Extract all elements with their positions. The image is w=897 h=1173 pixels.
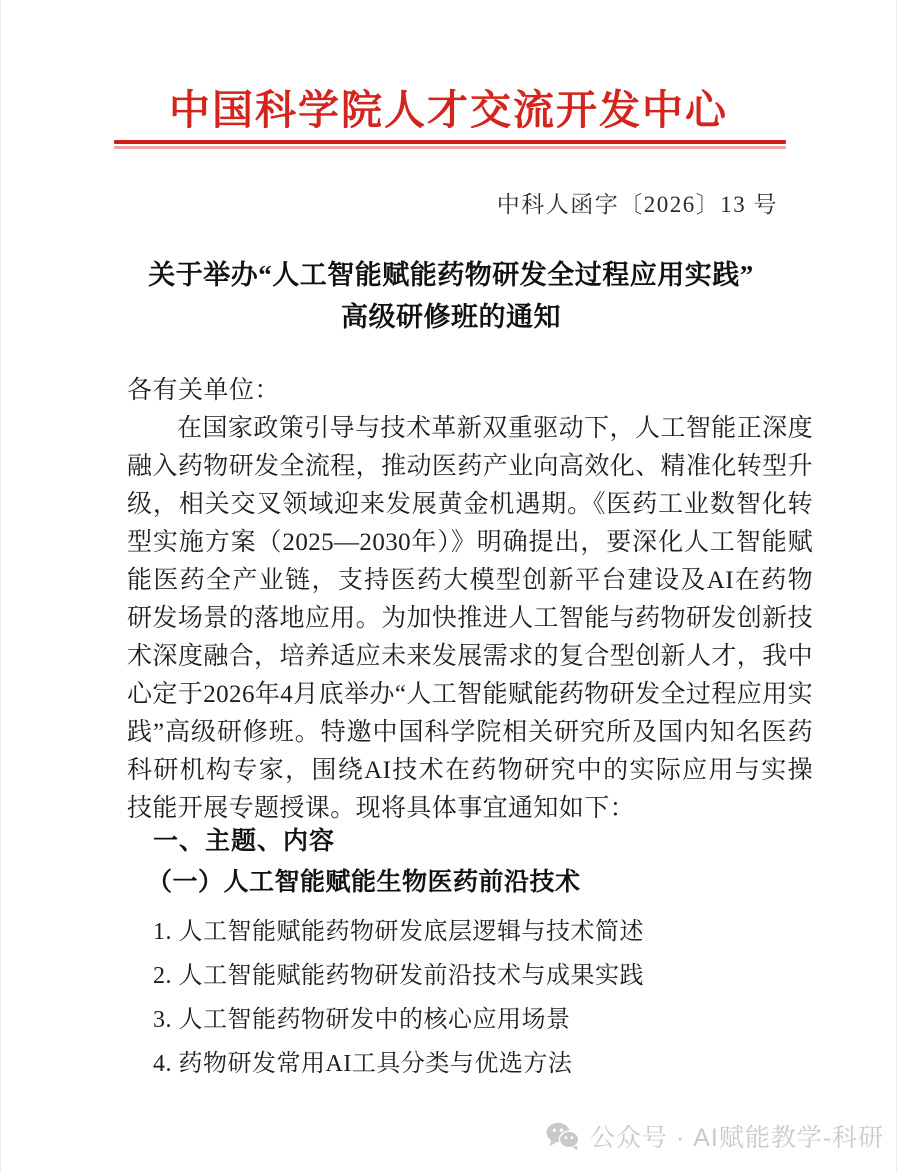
body-paragraph	[127, 410, 813, 828]
document-number: 中科人函字〔2026〕13 号	[496, 192, 778, 217]
watermark-text: 公众号 · AI赋能教学-科研	[590, 1124, 885, 1152]
list-item: 1. 人工智能赋能药物研发底层逻辑与技术简述	[153, 919, 644, 945]
topic-list	[127, 910, 827, 1086]
document-title-line-2: 高级研修班的通知	[341, 301, 561, 332]
section-subheading-one: （一）人工智能赋能生物医药前沿技术	[147, 869, 581, 896]
letterhead-rule	[114, 140, 786, 149]
document-title-line-1: 关于举办“人工智能赋能药物研发全过程应用实践”	[148, 260, 754, 290]
wechat-icon	[546, 1121, 580, 1151]
watermark	[546, 1118, 884, 1154]
list-item: 2. 人工智能赋能药物研发前沿技术与成果实践	[153, 963, 644, 989]
section-heading-one: 一、主题、内容	[153, 828, 336, 855]
salutation: 各有关单位：	[127, 377, 281, 404]
document-title	[101, 255, 801, 339]
rule-thick-line	[114, 140, 786, 144]
letterhead-organization: 中国科学院人才交流开发中心	[169, 87, 728, 133]
body-paragraph-text: 在国家政策引导与技术革新双重驱动下，人工智能正深度融入药物研发全流程，推动医药产业向高效化、精准化转型升级，相关交叉领域迎来发展黄金机遇期。《医药工业数智化转型实施方案（2025—2030年）》明确提出，要深化人工智能赋能医药全产业链，支持医药大模型创新平台建设及AI在药物研发场景的落地应用。为加快推进人工智能与药物研发创新技术深度融合，培养适应未来发展需求的复合型创新人才，我中心定于2026年4月底举办“人工智能赋能药物研发全过程应用实践”高级研修班。特邀中国科学院相关研究所及国内知名医药科研机构专家，围绕AI技术在药物研究中的实际应用与实操技能开展专题授课。现将具体事宜通知如下：	[127, 415, 813, 822]
document-sections	[127, 822, 827, 1086]
rule-thin-line	[114, 146, 786, 149]
letterhead	[1, 86, 896, 134]
list-item: 4. 药物研发常用AI工具分类与优选方法	[153, 1051, 573, 1077]
list-item: 3. 人工智能药物研发中的核心应用场景	[153, 1007, 571, 1033]
document-body	[127, 372, 813, 828]
